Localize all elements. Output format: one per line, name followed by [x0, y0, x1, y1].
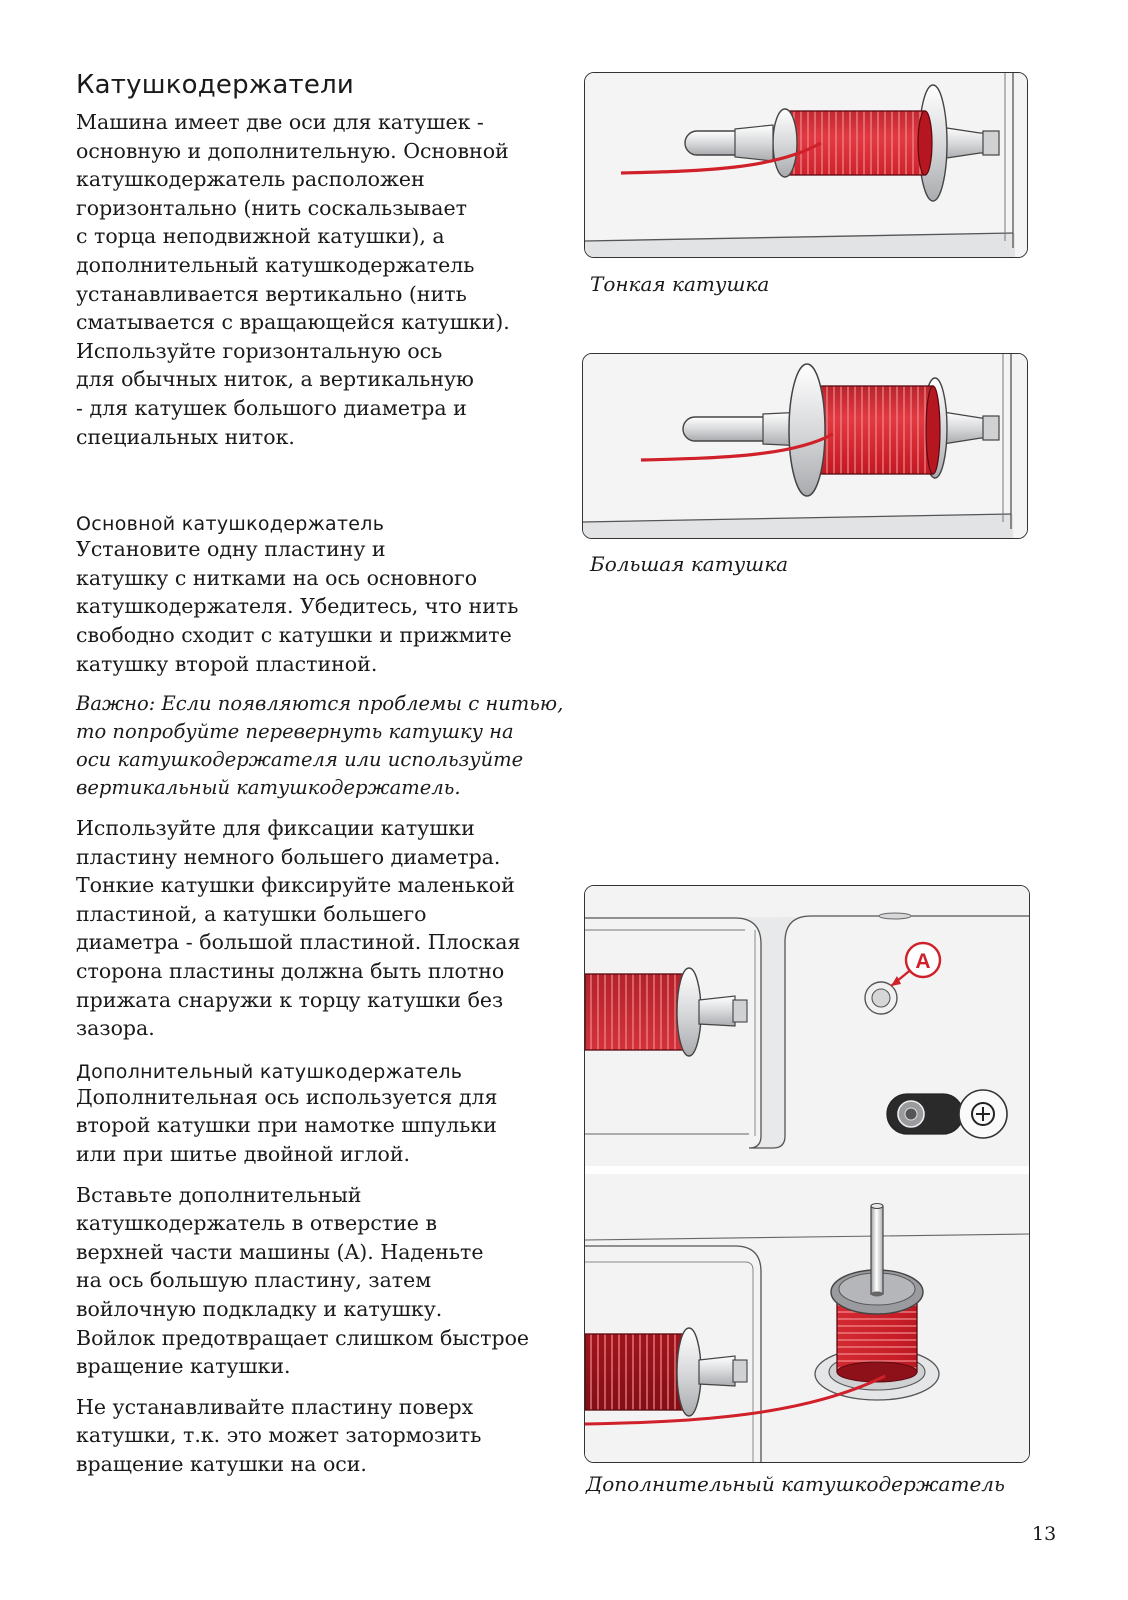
main-holder-heading: Основной катушкодержатель: [76, 513, 385, 536]
aux-warning-paragraph: Не устанавливайте пластину поверх катушки, т.к. это может затормозить вращение катушки на оси.: [76, 1394, 482, 1476]
plate-paragraph: Используйте для фиксации катушки пластину немного большего диаметра. Тонкие катушки фиксируйте маленькой пластиной, а катушки большего диаметра - большой пластиной. Плоская сторона пластины должна быть плотно прижата снаружи к торцу катушки без зазора.: [76, 816, 521, 1041]
text-column: [76, 70, 564, 1479]
important-note: Важно: Если появляются проблемы с нитью, то попробуйте перевернуть катушку на оси катушкодержателя или используйте вертикальный катушкодержатель.: [76, 692, 564, 800]
page-title: Катушкодержатели: [76, 70, 355, 100]
large-spool-illustration: [583, 354, 1027, 538]
thin-spool-figure: [584, 72, 1028, 258]
aux-holder-caption: Дополнительный катушкодержатель: [586, 1472, 1005, 1496]
page-number: 13: [1032, 1523, 1057, 1545]
thin-spool-illustration: [585, 73, 1027, 257]
aux-holder-paragraph: Дополнительная ось используется для второй катушки при намотке шпульки или при шитье двойной иглой.: [76, 1084, 498, 1167]
main-holder-paragraph: Установите одну пластину и катушку с нитками на ось основного катушкодержателя. Убедитесь, что нить свободно сходит с катушки и прижмите катушку второй пластиной.: [76, 537, 519, 676]
aux-holder-top-panel: [585, 886, 1029, 1166]
large-spool-figure: [582, 353, 1028, 539]
aux-install-paragraph: Вставьте дополнительный катушкодержатель в отверстие в верхней части машины (A). Наденьте на ось большую пластину, затем войлочную подкладку и катушку. Войлок предотвращает слишком быстрое вращение катушки.: [76, 1182, 530, 1379]
large-spool-caption: Большая катушка: [590, 552, 789, 576]
intro-paragraph: Машина имеет две оси для катушек - основную и дополнительную. Основной катушкодержатель расположен горизонтально (нить соскальзывает с торца неподвижной катушки), а дополнительный катушкодержатель устанавливается вертикально (нить сматывается с вращающейся катушки). Используйте горизонтальную ось для обычных ниток, а вертикальную - для катушек большого диаметра и специальных ниток.: [76, 110, 510, 449]
aux-holder-figure: [584, 885, 1030, 1463]
aux-holder-heading: Дополнительный катушкодержатель: [76, 1060, 463, 1083]
aux-holder-illustration: [585, 886, 1029, 1462]
label-a: A: [915, 950, 931, 973]
thin-spool-caption: Тонкая катушка: [590, 272, 770, 296]
aux-holder-bottom-panel: [585, 1174, 1029, 1462]
